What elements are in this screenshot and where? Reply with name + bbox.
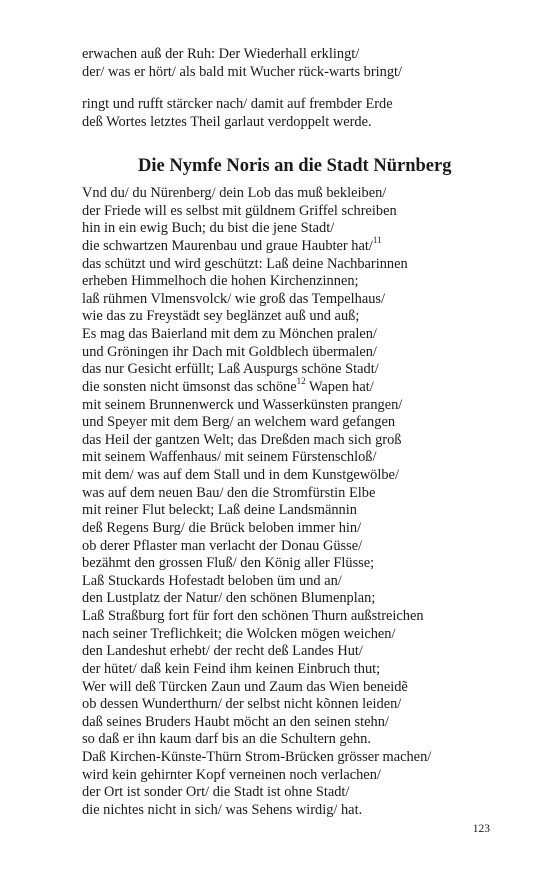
verse-text: Wer will deß Türcken Zaun und Zaum das Wien beneidẽ	[82, 678, 408, 695]
verse-line	[82, 520, 482, 538]
footnote-marker[interactable]: 12	[296, 376, 306, 387]
verse-line	[82, 767, 482, 785]
verse-line	[82, 326, 482, 344]
verse-line	[82, 538, 482, 556]
verse-line	[82, 432, 482, 450]
verse-text: Laß Stuckards Hofestadt beloben üm und an/	[82, 572, 342, 589]
verse-text: und Speyer mit dem Berg/ an welchem ward gefangen	[82, 414, 396, 431]
verse-line	[82, 679, 482, 697]
verse-line	[82, 344, 482, 362]
verse-line	[82, 590, 482, 608]
page-number: 123	[472, 823, 490, 835]
verse-line	[82, 749, 482, 767]
verse-line	[82, 731, 482, 749]
verse-text: die nichtes nicht in sich/ was Sehens wirdig/ hat.	[82, 801, 363, 818]
verse-text: Laß Straßburg fort für fort den schönen Thurn außstreichen	[82, 608, 424, 624]
poem-body	[82, 185, 482, 820]
verse-line	[82, 802, 482, 820]
verse-line	[82, 696, 482, 714]
verse-text: wie das zu Freystädt sey beglänzet auß und auß;	[82, 308, 360, 325]
verse-text: das Heil der gantzen Welt; das Dreßden mach sich groß	[82, 431, 402, 448]
verse-text: mit dem/ was auf dem Stall und in dem Kunstgewölbe/	[82, 467, 399, 483]
verse-line	[82, 714, 482, 732]
verse-line	[82, 235, 482, 256]
verse-text: das nur Gesicht erfüllt; Laß Auspurgs schöne Stadt/	[82, 361, 379, 378]
verse-text: Vnd du/ du Nürenberg/ dein Lob das muß bekleiben/	[82, 185, 387, 201]
stanza-continuation	[82, 46, 482, 81]
verse-line	[82, 256, 482, 274]
verse-text: was auf dem neuen Bau/ den die Stromfürstin Elbe	[82, 484, 376, 501]
verse-text: Es mag das Baierland mit dem zu Mönchen pralen/	[82, 326, 377, 342]
verse-text: mit seinem Waffenhaus/ mit seinem Fürstenschloß/	[82, 449, 377, 466]
verse-text: ob derer Pflaster man verlacht der Donau Güsse/	[82, 537, 363, 554]
verse-line: erwachen auß der Ruh: Der Wiederhall erklingt/	[82, 46, 360, 62]
verse-text: den Landeshut erhebt/ der recht deß Landes Hut/	[82, 643, 363, 660]
verse-line	[82, 203, 482, 221]
verse-text: nach seiner Treflichkeit; die Wolcken mögen weichen/	[82, 625, 396, 642]
verse-line	[82, 626, 482, 644]
verse-line	[82, 185, 482, 203]
verse-line	[82, 308, 482, 326]
verse-text: und Gröningen ihr Dach mit Goldblech übermalen/	[82, 343, 377, 360]
verse-text: der Ort ist sonder Ort/ die Stadt ist ohne Stadt/	[82, 784, 350, 801]
footnote-marker[interactable]: 11	[372, 235, 382, 246]
verse-line	[82, 361, 482, 379]
verse-text: laß rühmen Vlmensvolck/ wie groß das Tempelhaus/	[82, 290, 386, 307]
verse-text: ob dessen Wunderthurn/ der selbst nicht kõnnen leiden/	[82, 696, 402, 713]
verse-line	[82, 449, 482, 467]
verse-text: so daß er ihn kaum darf bis an die Schultern gehn.	[82, 731, 371, 748]
verse-text: die schwartzen Maurenbau und graue Haubter hat/	[82, 237, 373, 254]
verse-line	[82, 784, 482, 802]
verse-text: der Friede will es selbst mit güldnem Griffel schreiben	[82, 202, 397, 219]
verse-line	[82, 414, 482, 432]
verse-line	[82, 485, 482, 503]
poem-title: Die Nymfe Noris an die Stadt Nürnberg	[138, 156, 452, 176]
verse-line	[82, 661, 482, 679]
verse-line	[82, 555, 482, 573]
verse-line	[82, 643, 482, 661]
verse-line	[82, 220, 482, 238]
verse-text: mit seinem Brunnenwerck und Wasserkünsten prangen/	[82, 396, 403, 413]
verse-line	[82, 502, 482, 520]
verse-line	[82, 608, 482, 626]
verse-line	[82, 273, 482, 291]
verse-text: bezähmt den grossen Fluß/ den König aller Flüsse;	[82, 555, 375, 572]
verse-text: deß Regens Burg/ die Brück beloben immer hin/	[82, 519, 362, 536]
verse-text: mit reiner Flut beleckt; Laß deine Landsmännin	[82, 502, 357, 519]
verse-text: den Lustplatz der Natur/ den schönen Blumenplan;	[82, 590, 376, 607]
verse-line: ringt und rufft stärcker nach/ damit auf frembder Erde	[82, 96, 393, 112]
stanza-closing	[82, 96, 482, 131]
verse-line	[82, 397, 482, 415]
verse-line	[82, 291, 482, 309]
verse-text: daß seines Bruders Haubt möcht an den seinen stehn/	[82, 713, 389, 730]
verse-text: erheben Himmelhoch die hohen Kirchenzinnen;	[82, 273, 359, 290]
verse-text: der hütet/ daß kein Feind ihm keinen Einbruch thut;	[82, 660, 381, 677]
verse-text: hin in ein ewig Buch; du bist die jene Stadt/	[82, 220, 335, 237]
verse-text: die sonsten nicht ümsonst das schöne	[82, 378, 297, 395]
verse-text: Daß Kirchen-Künste-Thürn Strom-Brücken grösser machen/	[82, 749, 432, 765]
verse-line	[82, 467, 482, 485]
verse-text: wird kein gehirnter Kopf verneinen noch verlachen/	[82, 766, 381, 783]
verse-line: der/ was er hört/ als bald mit Wucher rück-warts bringt/	[82, 63, 403, 80]
verse-line	[82, 376, 482, 397]
verse-line	[82, 573, 482, 591]
verse-line: deß Wortes letztes Theil garlaut verdoppelt werde.	[82, 113, 372, 130]
verse-text: das schützt und wird geschützt: Laß deine Nachbarinnen	[82, 255, 408, 272]
verse-text-continued: Wapen hat/	[305, 378, 374, 395]
